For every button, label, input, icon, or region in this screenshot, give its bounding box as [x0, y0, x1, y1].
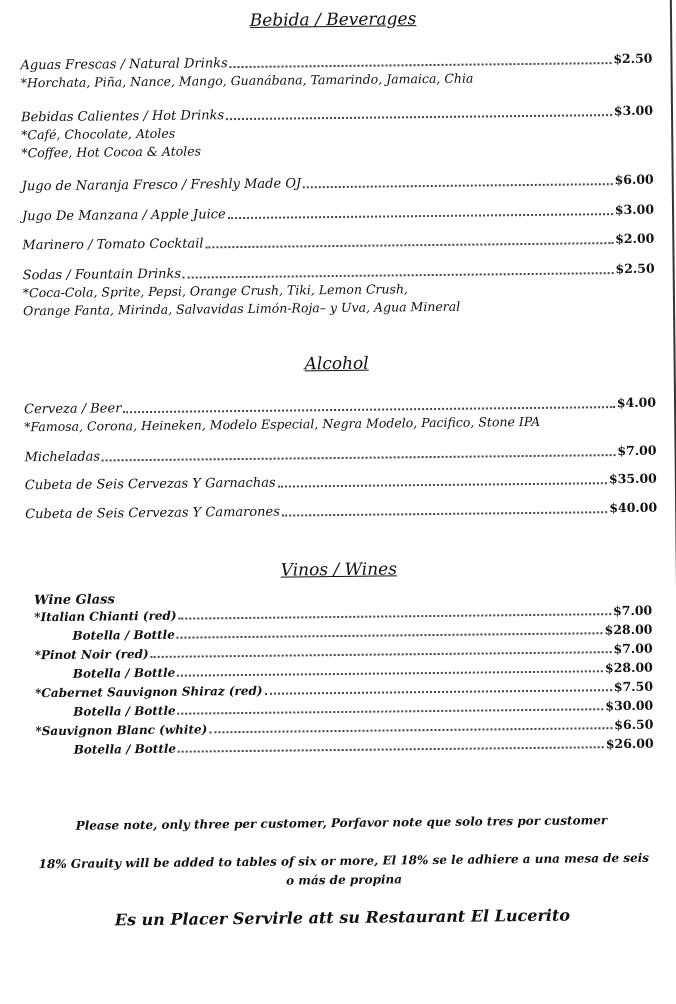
- item-detail: *Famosa, Corona, Heineken, Modelo Especial, Negra Modelo, Pacifico, Stone IPA: [24, 413, 541, 435]
- item-name: Micheladas: [24, 449, 101, 466]
- leader-dots: [123, 396, 615, 413]
- leader-dots: [230, 52, 612, 68]
- item-name: Marinero / Tomato Cocktail: [22, 236, 204, 254]
- item-name: Cerveza / Beer: [24, 401, 122, 418]
- bottle-price: $28.00: [604, 659, 653, 676]
- bottle-row: [74, 736, 654, 758]
- item-price: $40.00: [609, 499, 658, 516]
- wine-glass-label: Wine Glass: [34, 592, 115, 609]
- leader-dots: [209, 717, 612, 733]
- leader-dots: [183, 262, 614, 279]
- limit-note: Please note, only three per customer, Porfavor note que solo tres por customer: [75, 813, 608, 833]
- item-name: Aguas Frescas / Natural Drinks: [20, 56, 228, 74]
- leader-dots: [278, 472, 608, 487]
- bottle-price: $26.00: [605, 735, 654, 752]
- leader-dots: [102, 444, 615, 461]
- item-name: Jugo de Naranja Fresco / Freshly Made OJ: [21, 176, 302, 195]
- item-price: $4.00: [616, 394, 657, 411]
- item-name: Sodas / Fountain Drinks: [22, 266, 182, 284]
- menu-item: [22, 202, 654, 226]
- leader-dots: [303, 173, 613, 188]
- item-price: $7.00: [617, 442, 657, 459]
- menu-item: [25, 500, 657, 524]
- menu-item: [25, 471, 657, 495]
- bottle-label: Botella / Bottle: [73, 741, 177, 757]
- bottle-price: $28.00: [604, 621, 653, 638]
- leader-dots: [226, 104, 612, 120]
- gratuity-note: 18% Grauity will be added to tables of six or more, El 18% se le adhiere a una mesa de seis o más de propina: [38, 850, 650, 888]
- item-price: $2.50: [613, 50, 653, 67]
- wine-name: *Sauvignon Blanc (white): [35, 722, 208, 739]
- leader-dots: [228, 203, 613, 219]
- wine-price: $7.00: [613, 640, 653, 657]
- bottle-price: $30.00: [605, 697, 654, 714]
- menu-item: [20, 51, 652, 93]
- leader-dots: [151, 641, 612, 658]
- item-name: Cubeta de Seis Cervezas Y Camarones: [25, 504, 280, 523]
- bottle-row: [73, 698, 653, 720]
- wine-name: *Cabernet Sauvignon Shiraz (red): [34, 683, 263, 701]
- leader-dots: [177, 660, 603, 676]
- bottle-row: [72, 622, 652, 644]
- wines-heading: Vinos / Wines: [280, 559, 397, 581]
- item-price: $35.00: [608, 470, 657, 487]
- item-name: Cubeta de Seis Cervezas Y Garnachas: [24, 475, 276, 494]
- beverages-heading: Bebida / Beverages: [249, 9, 417, 31]
- bottle-label: Botella / Bottle: [73, 703, 176, 719]
- menu-item: [22, 172, 654, 196]
- item-price: $3.00: [614, 201, 655, 218]
- leader-dots: [177, 622, 603, 638]
- item-price: $6.00: [614, 171, 654, 188]
- menu-item: [21, 103, 654, 163]
- bottle-row: [73, 660, 653, 682]
- item-price: $3.00: [613, 102, 654, 119]
- item-name: Jugo De Manzana / Apple Juice: [21, 207, 226, 225]
- wine-price: $6.50: [614, 716, 654, 733]
- wine-name: *Italian Chianti (red): [34, 608, 177, 625]
- wine-price: $7.00: [612, 602, 653, 619]
- item-detail: Orange Fanta, Mirinda, Salvavidas Limón-Roja– y Uva, Agua Mineral: [22, 298, 461, 319]
- wine-name: *Pinot Noir (red): [34, 646, 149, 663]
- alcohol-heading: Alcohol: [304, 353, 369, 375]
- item-detail: *Café, Chocolate, Atoles: [21, 125, 176, 143]
- leader-dots: [282, 501, 608, 516]
- leader-dots: [178, 698, 604, 714]
- leader-dots: [178, 603, 611, 620]
- item-detail: *Horchata, Piña, Nance, Mango, Guanábana, Tamarindo, Jamaica, Chia: [20, 70, 474, 91]
- bottle-label: Botella / Bottle: [72, 665, 176, 681]
- menu-item: [24, 395, 656, 437]
- leader-dots: [205, 232, 613, 248]
- item-detail: *Coca-Cola, Sprite, Pepsi, Orange Crush, Tiki, Lemon Crush,: [22, 281, 409, 301]
- wine-price: $7.50: [613, 678, 654, 695]
- menu-item: [24, 443, 656, 467]
- item-price: $2.00: [615, 230, 655, 247]
- leader-dots: [264, 679, 611, 695]
- item-name: Bebidas Calientes / Hot Drinks: [20, 108, 225, 126]
- menu-item: [23, 261, 656, 321]
- closing-message: Es un Placer Servirle att su Restaurant El Lucerito: [114, 905, 571, 930]
- bottle-label: Botella / Bottle: [72, 627, 175, 643]
- leader-dots: [178, 736, 604, 752]
- item-price: $2.50: [615, 260, 655, 277]
- item-detail: *Coffee, Hot Cocoa & Atoles: [21, 143, 202, 161]
- menu-item: [22, 231, 654, 255]
